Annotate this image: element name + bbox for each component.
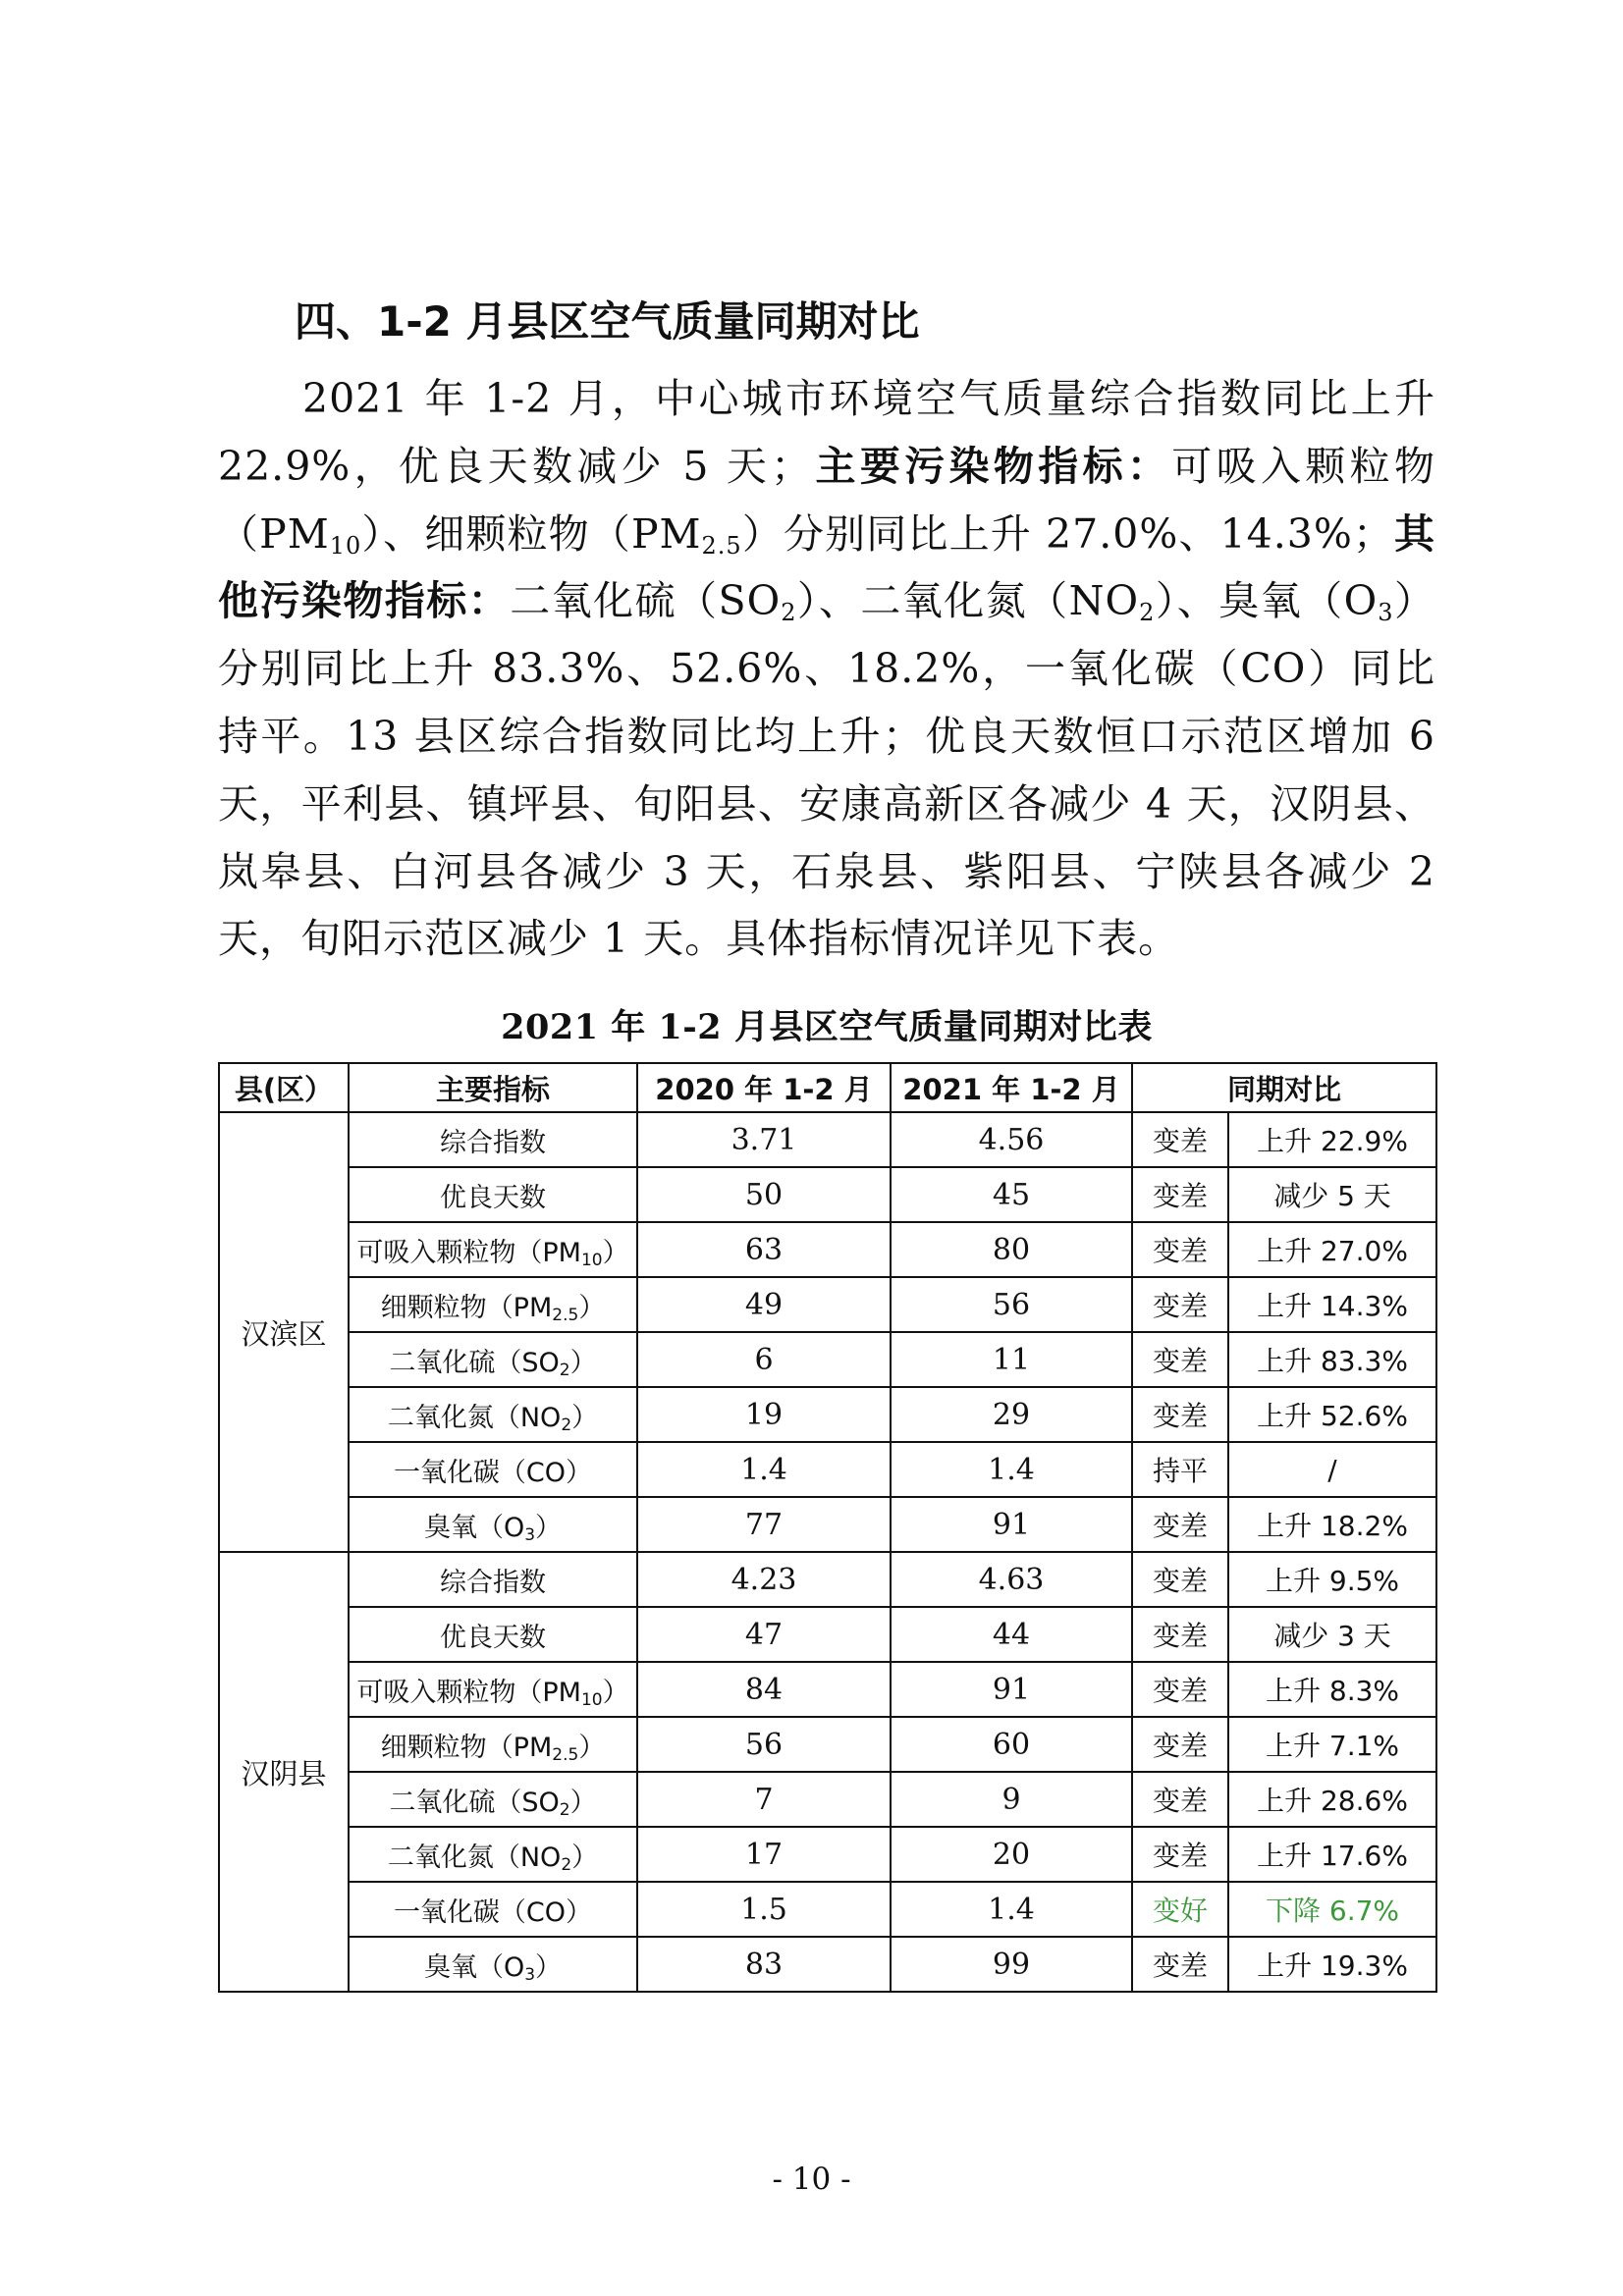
value-2021-cell: 1.4 bbox=[891, 1442, 1132, 1497]
value-2020-cell: 56 bbox=[637, 1717, 891, 1772]
indicator-cell bbox=[349, 1387, 637, 1442]
indicator-name: 可吸入颗粒物（PM bbox=[356, 1677, 581, 1708]
indicator-tail: ） bbox=[571, 1842, 599, 1873]
indicator-name: 优良天数 bbox=[440, 1182, 546, 1213]
para-text: ）、二氧化氮（NO bbox=[796, 577, 1140, 625]
indicator-cell bbox=[349, 1332, 637, 1387]
value-2021-cell: 80 bbox=[891, 1222, 1132, 1277]
value-2021-cell: 60 bbox=[891, 1717, 1132, 1772]
para-subscript: 2 bbox=[1139, 599, 1156, 627]
table-row bbox=[219, 1112, 1436, 1167]
table-row bbox=[219, 1772, 1436, 1827]
value-2021-cell: 91 bbox=[891, 1497, 1132, 1552]
trend-cell: 变差 bbox=[1132, 1772, 1228, 1827]
indicator-cell bbox=[349, 1222, 637, 1277]
indicator-subscript: 10 bbox=[580, 1689, 603, 1710]
indicator-name: 可吸入颗粒物（PM bbox=[356, 1237, 581, 1268]
indicator-name: 综合指数 bbox=[440, 1127, 546, 1158]
summary-paragraph bbox=[218, 365, 1435, 973]
table-row bbox=[219, 1552, 1436, 1607]
trend-cell: 变差 bbox=[1132, 1277, 1228, 1332]
indicator-name: 臭氧（O bbox=[423, 1512, 525, 1543]
value-2020-cell: 17 bbox=[637, 1827, 891, 1882]
value-2021-cell: 91 bbox=[891, 1662, 1132, 1717]
trend-cell: 变差 bbox=[1132, 1167, 1228, 1222]
table-row bbox=[219, 1937, 1436, 1992]
trend-cell: 变差 bbox=[1132, 1332, 1228, 1387]
section-heading: 四、1-2 月县区空气质量同期对比 bbox=[295, 297, 920, 346]
header-county: 县(区） bbox=[219, 1063, 349, 1112]
value-2020-cell: 63 bbox=[637, 1222, 891, 1277]
table-row bbox=[219, 1167, 1436, 1222]
indicator-subscript: 2.5 bbox=[552, 1305, 579, 1325]
indicator-tail: ） bbox=[535, 1951, 563, 1983]
indicator-cell bbox=[349, 1607, 637, 1662]
value-2021-cell: 4.56 bbox=[891, 1112, 1132, 1167]
value-2020-cell: 6 bbox=[637, 1332, 891, 1387]
table-header-row bbox=[219, 1063, 1436, 1112]
change-cell: 上升 83.3% bbox=[1228, 1332, 1436, 1387]
indicator-name: 优良天数 bbox=[440, 1622, 546, 1653]
value-2020-cell: 4.23 bbox=[637, 1552, 891, 1607]
trend-cell: 变差 bbox=[1132, 1387, 1228, 1442]
indicator-subscript: 2 bbox=[561, 1415, 572, 1435]
header-2021: 2021 年 1-2 月 bbox=[891, 1063, 1132, 1112]
indicator-subscript: 2 bbox=[559, 1799, 570, 1820]
indicator-cell bbox=[349, 1277, 637, 1332]
indicator-subscript: 2 bbox=[559, 1360, 570, 1380]
trend-cell: 变差 bbox=[1132, 1497, 1228, 1552]
trend-cell: 变差 bbox=[1132, 1552, 1228, 1607]
change-cell: 减少 3 天 bbox=[1228, 1607, 1436, 1662]
indicator-tail: ） bbox=[578, 1732, 606, 1763]
para-subscript: 2.5 bbox=[701, 531, 742, 560]
table-row bbox=[219, 1277, 1436, 1332]
value-2020-cell: 47 bbox=[637, 1607, 891, 1662]
change-cell: / bbox=[1228, 1442, 1436, 1497]
indicator-subscript: 3 bbox=[524, 1964, 536, 1985]
para-text: 可吸入颗粒物（PM bbox=[218, 442, 1435, 558]
change-cell: 上升 22.9% bbox=[1228, 1112, 1436, 1167]
indicator-cell bbox=[349, 1552, 637, 1607]
indicator-tail: ） bbox=[569, 1347, 597, 1378]
trend-cell: 持平 bbox=[1132, 1442, 1228, 1497]
value-2020-cell: 19 bbox=[637, 1387, 891, 1442]
indicator-cell bbox=[349, 1167, 637, 1222]
table-row bbox=[219, 1332, 1436, 1387]
trend-cell: 变差 bbox=[1132, 1222, 1228, 1277]
value-2021-cell: 11 bbox=[891, 1332, 1132, 1387]
para-subscript: 10 bbox=[329, 531, 362, 560]
table-row bbox=[219, 1607, 1436, 1662]
change-cell: 上升 14.3% bbox=[1228, 1277, 1436, 1332]
table-row bbox=[219, 1662, 1436, 1717]
para-bold-label: 主要污染物指标： bbox=[812, 442, 1172, 490]
table-row bbox=[219, 1442, 1436, 1497]
change-cell: 上升 8.3% bbox=[1228, 1662, 1436, 1717]
indicator-cell bbox=[349, 1112, 637, 1167]
indicator-tail: ） bbox=[602, 1677, 629, 1708]
indicator-subscript: 2 bbox=[561, 1854, 572, 1875]
value-2020-cell: 3.71 bbox=[637, 1112, 891, 1167]
value-2020-cell: 7 bbox=[637, 1772, 891, 1827]
indicator-name: 二氧化氮（NO bbox=[387, 1842, 562, 1873]
value-2020-cell: 84 bbox=[637, 1662, 891, 1717]
change-cell: 上升 17.6% bbox=[1228, 1827, 1436, 1882]
table-row bbox=[219, 1882, 1436, 1937]
indicator-name: 臭氧（O bbox=[423, 1951, 525, 1983]
indicator-cell bbox=[349, 1662, 637, 1717]
indicator-subscript: 3 bbox=[524, 1524, 536, 1545]
comparison-table bbox=[218, 1062, 1437, 1993]
indicator-name: 二氧化硫（SO bbox=[389, 1787, 560, 1818]
indicator-tail: ） bbox=[578, 1292, 606, 1323]
indicator-tail: ） bbox=[569, 1787, 597, 1818]
indicator-name: 细颗粒物（PM bbox=[380, 1292, 553, 1323]
para-subscript: 2 bbox=[781, 599, 797, 627]
change-cell: 上升 19.3% bbox=[1228, 1937, 1436, 1992]
value-2020-cell: 49 bbox=[637, 1277, 891, 1332]
county-cell: 汉滨区 bbox=[219, 1112, 349, 1552]
value-2021-cell: 56 bbox=[891, 1277, 1132, 1332]
indicator-tail: ） bbox=[535, 1512, 563, 1543]
indicator-name: 二氧化氮（NO bbox=[387, 1402, 562, 1433]
indicator-name: 细颗粒物（PM bbox=[380, 1732, 553, 1763]
value-2021-cell: 9 bbox=[891, 1772, 1132, 1827]
change-cell: 上升 9.5% bbox=[1228, 1552, 1436, 1607]
value-2020-cell: 83 bbox=[637, 1937, 891, 1992]
table-row bbox=[219, 1497, 1436, 1552]
para-bold-label: 其他污染物指标： bbox=[218, 509, 1435, 625]
indicator-name: 综合指数 bbox=[440, 1567, 546, 1598]
indicator-cell bbox=[349, 1442, 637, 1497]
value-2021-cell: 44 bbox=[891, 1607, 1132, 1662]
header-2020: 2020 年 1-2 月 bbox=[637, 1063, 891, 1112]
trend-cell: 变差 bbox=[1132, 1827, 1228, 1882]
trend-cell: 变差 bbox=[1132, 1937, 1228, 1992]
para-text: ）分别同比上升 27.0%、14.3%； bbox=[741, 509, 1394, 558]
indicator-cell bbox=[349, 1717, 637, 1772]
trend-cell: 变好 bbox=[1132, 1882, 1228, 1937]
header-comparison: 同期对比 bbox=[1132, 1063, 1436, 1112]
indicator-name: 一氧化碳（CO） bbox=[393, 1896, 593, 1928]
change-cell: 上升 52.6% bbox=[1228, 1387, 1436, 1442]
value-2020-cell: 1.5 bbox=[637, 1882, 891, 1937]
table-row bbox=[219, 1222, 1436, 1277]
value-2021-cell: 29 bbox=[891, 1387, 1132, 1442]
value-2020-cell: 1.4 bbox=[637, 1442, 891, 1497]
indicator-cell bbox=[349, 1882, 637, 1937]
page-number: - 10 - bbox=[772, 2162, 851, 2197]
value-2021-cell: 1.4 bbox=[891, 1882, 1132, 1937]
para-text: 2021 年 1-2 月，中心城市环境空气质量综合指数同比上升 22.9%，优良天数减少 5 天； bbox=[218, 375, 1435, 490]
change-cell: 上升 7.1% bbox=[1228, 1717, 1436, 1772]
table-row bbox=[219, 1387, 1436, 1442]
value-2020-cell: 50 bbox=[637, 1167, 891, 1222]
trend-cell: 变差 bbox=[1132, 1717, 1228, 1772]
indicator-cell bbox=[349, 1772, 637, 1827]
change-cell: 上升 18.2% bbox=[1228, 1497, 1436, 1552]
indicator-name: 二氧化硫（SO bbox=[389, 1347, 560, 1378]
value-2021-cell: 20 bbox=[891, 1827, 1132, 1882]
change-cell: 下降 6.7% bbox=[1228, 1882, 1436, 1937]
para-text: ）、细颗粒物（PM bbox=[361, 509, 702, 558]
indicator-cell bbox=[349, 1497, 637, 1552]
change-cell: 上升 28.6% bbox=[1228, 1772, 1436, 1827]
county-cell: 汉阴县 bbox=[219, 1552, 349, 1992]
indicator-tail: ） bbox=[571, 1402, 599, 1433]
indicator-cell bbox=[349, 1937, 637, 1992]
para-subscript: 3 bbox=[1378, 599, 1394, 627]
trend-cell: 变差 bbox=[1132, 1607, 1228, 1662]
value-2021-cell: 99 bbox=[891, 1937, 1132, 1992]
value-2020-cell: 77 bbox=[637, 1497, 891, 1552]
trend-cell: 变差 bbox=[1132, 1662, 1228, 1717]
table-row bbox=[219, 1827, 1436, 1882]
value-2021-cell: 45 bbox=[891, 1167, 1132, 1222]
trend-cell: 变差 bbox=[1132, 1112, 1228, 1167]
value-2021-cell: 4.63 bbox=[891, 1552, 1132, 1607]
para-text: ）、臭氧（O bbox=[1155, 577, 1379, 625]
indicator-tail: ） bbox=[602, 1237, 629, 1268]
change-cell: 上升 27.0% bbox=[1228, 1222, 1436, 1277]
table-title: 2021 年 1-2 月县区空气质量同期对比表 bbox=[501, 1007, 1153, 1047]
indicator-cell bbox=[349, 1827, 637, 1882]
header-indicator: 主要指标 bbox=[349, 1063, 637, 1112]
table-row bbox=[219, 1717, 1436, 1772]
para-text: 二氧化硫（SO bbox=[510, 577, 782, 625]
indicator-subscript: 2.5 bbox=[552, 1744, 579, 1765]
indicator-subscript: 10 bbox=[580, 1250, 603, 1270]
change-cell: 减少 5 天 bbox=[1228, 1167, 1436, 1222]
indicator-name: 一氧化碳（CO） bbox=[393, 1457, 593, 1488]
para-text: ）分别同比上升 83.3%、52.6%、18.2%，一氧化碳（CO）同比持平。13 县区综合指数同比均上升；优良天数恒口示范区增加 6 天，平利县、镇坪县、旬阳县、安康高新区各减少 4 天，汉阴县、岚皋县、白河县各减少 3 天，石泉县、紫阳县、宁陕县各减少 2 天，旬阳示范区减少 1 天。具体指标情况详见下表。 bbox=[218, 577, 1435, 963]
table-body bbox=[219, 1112, 1436, 1992]
